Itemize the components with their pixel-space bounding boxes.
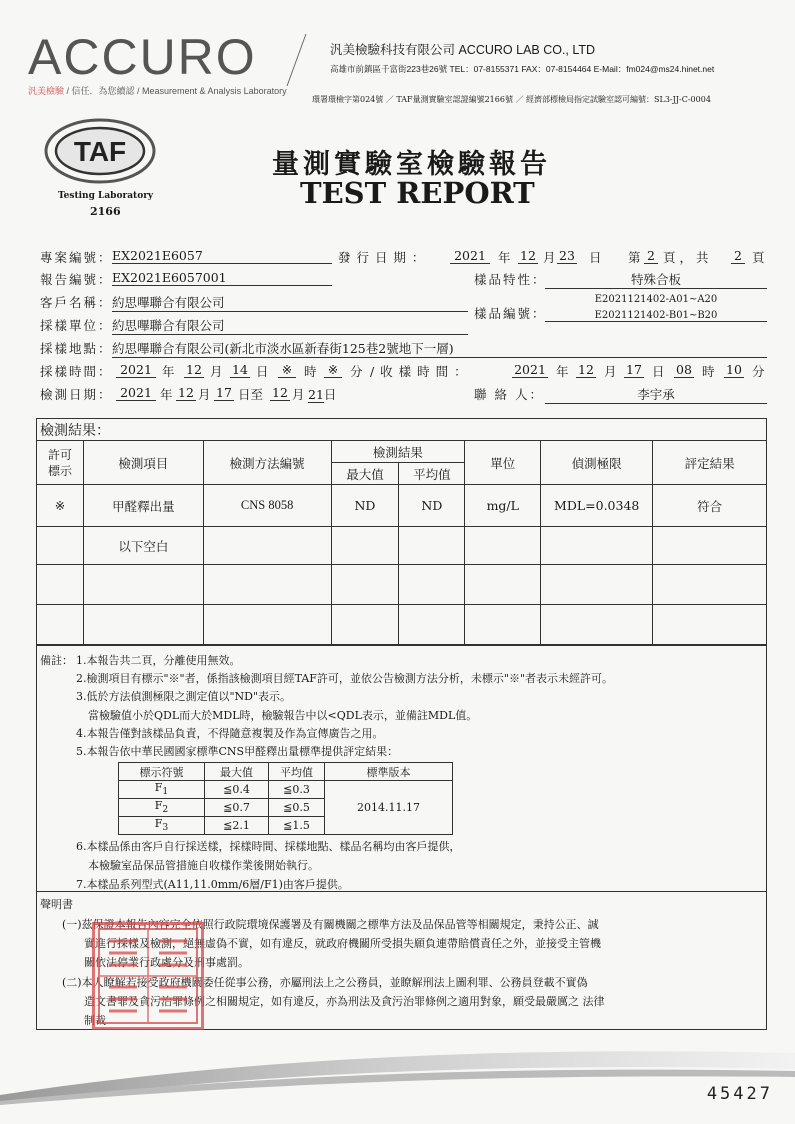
table-row	[37, 485, 767, 527]
seal-icon	[95, 925, 201, 1027]
sampling-time-label: 採樣時間：	[40, 364, 113, 379]
declaration-1a: (一)茲保證本報告內容完全依照行政院環境保護署及有關機關之標準方法及品保品管等相關規定，秉持公正、誠	[62, 918, 599, 931]
cns-symbol	[119, 781, 205, 799]
results-title: 檢測結果：	[40, 423, 110, 439]
client-name: 約思嗶聯合有限公司	[112, 293, 468, 312]
sampling-day-unit: 日	[256, 364, 269, 379]
test-date-to: 日至	[238, 387, 264, 402]
cell-permit: ※	[37, 485, 84, 527]
header-judgement: 評定結果	[653, 441, 767, 485]
cell-judgement	[653, 605, 767, 645]
cell-unit	[465, 527, 541, 565]
cns-symbol-base: F	[154, 817, 163, 831]
table-row	[119, 781, 453, 799]
cell-method	[203, 565, 331, 605]
test-date-to-month: 12	[270, 385, 290, 401]
cns-max: ≦0.4	[205, 781, 269, 799]
cell-max	[331, 605, 399, 645]
sample-no-line2: E2021121402-B01~B20	[545, 310, 767, 322]
serial-number: 45427	[706, 1084, 773, 1104]
report-no-label: 報告編號：	[40, 272, 113, 287]
sample-no-label: 樣品編號：	[474, 306, 547, 321]
header-avg: 平均值	[399, 463, 465, 485]
certifications: 環署環檢字第024號 ／ TAF量測實驗室認證編號2166號 ／ 經濟部標檢局指定試驗室認可編號：SL3-JJ-C-0004	[312, 95, 711, 104]
cell-method	[203, 605, 331, 645]
sampling-year-unit: 年	[162, 364, 175, 379]
taf-label: Testing Laboratory	[58, 191, 154, 201]
test-date-year-unit: 年	[160, 387, 173, 402]
test-date-from-day: 17	[214, 385, 234, 401]
header-method: 檢測方法編號	[203, 441, 331, 485]
project-no-label: 專案編號：	[40, 250, 113, 265]
receipt-year: 2021	[512, 362, 548, 378]
cns-symbol	[119, 799, 205, 817]
note-2: 2.檢測項目有標示"※"者，係指該檢測項目經TAF許可，並依公告檢測方法分析，未標示"※"者表示未經許可。	[76, 672, 614, 685]
cell-avg	[399, 565, 465, 605]
issue-year-unit: 年	[498, 250, 511, 265]
company-address: 高雄市前鎮區千富街223巷26號 TEL：07-8155371 FAX：07-8154464 E-Mail：fm024@ms24.hinet.net	[330, 64, 715, 74]
cns-symbol	[119, 817, 205, 835]
sampling-hour: ※	[278, 362, 296, 378]
cell-item: 甲醛釋出量	[83, 485, 203, 527]
issue-month: 12	[518, 248, 538, 264]
sampling-hour-unit: 時	[304, 364, 317, 379]
test-date-from-month: 12	[176, 385, 196, 401]
cell-permit	[37, 527, 84, 565]
page-label-mid: 頁 ， 共	[663, 250, 709, 265]
sampling-month-unit: 月	[210, 364, 223, 379]
cell-limit	[541, 527, 653, 565]
header-permit: 許可標示	[37, 441, 84, 485]
report-no: EX2021E6057001	[112, 270, 332, 286]
header-limit: 偵測極限	[541, 441, 653, 485]
receipt-month: 12	[576, 362, 596, 378]
logo-tagline-text: / 信任．為您續認 / Measurement & Analysis Laboratory	[64, 86, 287, 96]
cell-judgement	[653, 565, 767, 605]
cell-judgement: 符合	[653, 485, 767, 527]
sample-prop: 特殊合板	[545, 270, 767, 289]
note-7: 7.本樣品系列型式(A11,11.0mm/6層/F1)由客戶提供。	[76, 878, 349, 891]
header-unit: 單位	[465, 441, 541, 485]
cns-header-avg: 平均值	[269, 763, 325, 781]
cell-avg	[399, 527, 465, 565]
test-date-to-day-unit: 日	[323, 387, 337, 402]
sample-no-line1: E2021121402-A01~A20	[594, 294, 718, 305]
cell-unit	[465, 565, 541, 605]
cns-max: ≦2.1	[205, 817, 269, 835]
issue-month-unit: 月	[543, 250, 556, 265]
header-item: 檢測項目	[83, 441, 203, 485]
sampling-month: 12	[184, 362, 204, 378]
issue-date-label: 發 行 日 期 ：	[338, 250, 426, 265]
sampling-min-unit: 分	[350, 364, 363, 379]
cns-symbol-base: F	[154, 799, 163, 813]
notes-label: 備註：	[40, 654, 73, 667]
cell-avg: ND	[399, 485, 465, 527]
company-seal-stamp	[92, 922, 204, 1030]
note-4: 4.本報告僅對該樣品負責，不得隨意複製及作為宣傳廣告之用。	[76, 727, 384, 740]
title-english: TEST REPORT	[300, 176, 535, 210]
sampling-unit: 約思嗶聯合有限公司	[112, 316, 468, 335]
cell-max: ND	[331, 485, 399, 527]
cns-header-symbol: 標示符號	[119, 763, 205, 781]
cell-item	[83, 605, 203, 645]
logo-tagline	[28, 84, 287, 97]
logo-tagline-brand: 汎美檢驗	[28, 86, 65, 96]
cell-limit	[541, 565, 653, 605]
cell-method	[203, 527, 331, 565]
cell-unit	[465, 605, 541, 645]
page-label-post: 頁	[752, 250, 765, 265]
cell-permit	[37, 565, 84, 605]
cns-max: ≦0.7	[205, 799, 269, 817]
receipt-hour-unit: 時	[702, 364, 715, 379]
declaration-2a: (二)本人瞭解若接受政府機關委任從事公務，亦屬刑法上之公務員，並瞭解刑法上圖利罪、公務員登載不實偽	[62, 976, 588, 989]
footer-wave-band	[0, 1035, 795, 1105]
cns-header-version: 標準版本	[325, 763, 453, 781]
note-3b: 當檢驗值小於QDL而大於MDL時，檢驗報告中以<QDL表示，並備註MDL值。	[88, 709, 478, 722]
project-no: EX2021E6057	[112, 248, 332, 264]
sampling-day: 14	[230, 362, 250, 378]
sample-prop-label: 樣品特性：	[474, 272, 547, 287]
cell-max	[331, 527, 399, 565]
note-6: 6.本樣品係由客戶自行採送樣，採樣時間、採樣地點、樣品名稱均由客戶提供，	[76, 840, 461, 853]
note-6b: 本檢驗室品保品管措施自收樣作業後開始執行。	[88, 859, 319, 872]
cell-limit: MDL=0.0348	[541, 485, 653, 527]
cell-limit	[541, 605, 653, 645]
page-total: 2	[731, 248, 745, 264]
note-5: 5.本報告依中華民國國家標準CNS甲醛釋出量標準提供評定結果：	[76, 745, 399, 758]
cns-header-max: 最大值	[205, 763, 269, 781]
accuro-logo: ACCURO	[28, 29, 257, 85]
page-no: 2	[644, 248, 658, 264]
cns-standard-table	[118, 762, 453, 835]
cell-unit: mg/L	[465, 485, 541, 527]
test-date-to-day: 21	[308, 387, 324, 402]
page-label-pre: 第	[628, 250, 641, 265]
client-label: 客戶名稱：	[40, 295, 113, 310]
note-1: 1.本報告共二頁，分離使用無效。	[76, 654, 241, 667]
receipt-time-label: / 收 樣 時 間 ：	[370, 364, 468, 379]
cell-max	[331, 565, 399, 605]
contact-name: 李宇承	[545, 385, 767, 404]
test-date-to-month-unit: 月	[292, 387, 305, 402]
declaration-1c: 關依法停業行政處分及刑事處罰。	[84, 956, 249, 969]
issue-year: 2021	[450, 248, 490, 264]
test-date-from-month-unit: 月	[198, 387, 211, 402]
header-result: 檢測結果	[331, 441, 465, 463]
cell-avg	[399, 605, 465, 645]
test-date-year: 2021	[116, 385, 156, 401]
cns-avg: ≦0.5	[269, 799, 325, 817]
sampling-year: 2021	[116, 362, 156, 378]
cns-version: 2014.11.17	[325, 781, 453, 835]
sampling-site: 約思嗶聯合有限公司(新北市淡水區新春街125巷2號地下一層)	[112, 339, 767, 358]
declaration-label: 聲明書	[40, 898, 73, 911]
table-row	[37, 565, 767, 605]
receipt-year-unit: 年	[556, 364, 569, 379]
cns-avg: ≦0.3	[269, 781, 325, 799]
cell-judgement	[653, 527, 767, 565]
test-date-label: 檢測日期：	[40, 387, 113, 402]
receipt-min: 10	[724, 362, 744, 378]
receipt-month-unit: 月	[604, 364, 617, 379]
cell-method: CNS 8058	[203, 485, 331, 527]
contact-label: 聯 絡 人：	[474, 387, 544, 402]
declaration-2b: 造文書罪及貪污治罪條例之相關規定，如有違反，亦為刑法及貪污治罪條例之適用對象，願受最嚴厲之 法律	[84, 995, 605, 1008]
receipt-day-unit: 日	[652, 364, 665, 379]
cell-item	[83, 565, 203, 605]
note-3: 3.低於方法偵測極限之測定值以"ND"表示。	[76, 690, 292, 703]
cns-symbol-sub: 3	[162, 822, 169, 834]
cns-symbol-base: F	[154, 781, 163, 795]
taf-number: 2166	[90, 205, 121, 218]
receipt-min-unit: 分	[752, 364, 765, 379]
cell-permit	[37, 605, 84, 645]
header-divider	[287, 34, 307, 86]
taf-logo-icon	[44, 118, 156, 184]
company-name: 汎美檢驗科技有限公司 ACCURO LAB CO., LTD	[330, 43, 596, 57]
results-table	[36, 440, 767, 645]
declaration-1b: 實進行採樣及檢測，絕無虛偽不實，如有違反，就政府機關所受損失願負連帶賠償責任之外，並接受主管機	[84, 937, 601, 950]
sampling-min: ※	[324, 362, 342, 378]
table-row	[37, 605, 767, 645]
sampling-unit-label: 採樣單位：	[40, 318, 113, 333]
table-row	[37, 527, 767, 565]
header-max: 最大值	[331, 463, 399, 485]
declaration-2c: 制裁	[84, 1014, 106, 1027]
cns-avg: ≦1.5	[269, 817, 325, 835]
receipt-hour: 08	[674, 362, 694, 378]
issue-day-unit: 日	[589, 250, 602, 265]
receipt-day: 17	[624, 362, 644, 378]
taf-logo-text: TAF	[73, 136, 127, 167]
cns-symbol-sub: 1	[162, 786, 169, 798]
title-chinese: 量測實驗室檢驗報告	[272, 149, 551, 180]
test-date-to-day-wrap	[308, 385, 336, 403]
issue-day: 23	[557, 248, 577, 264]
cell-item: 以下空白	[83, 527, 203, 565]
cns-symbol-sub: 2	[162, 804, 169, 816]
sampling-site-label: 採樣地點：	[40, 341, 113, 356]
